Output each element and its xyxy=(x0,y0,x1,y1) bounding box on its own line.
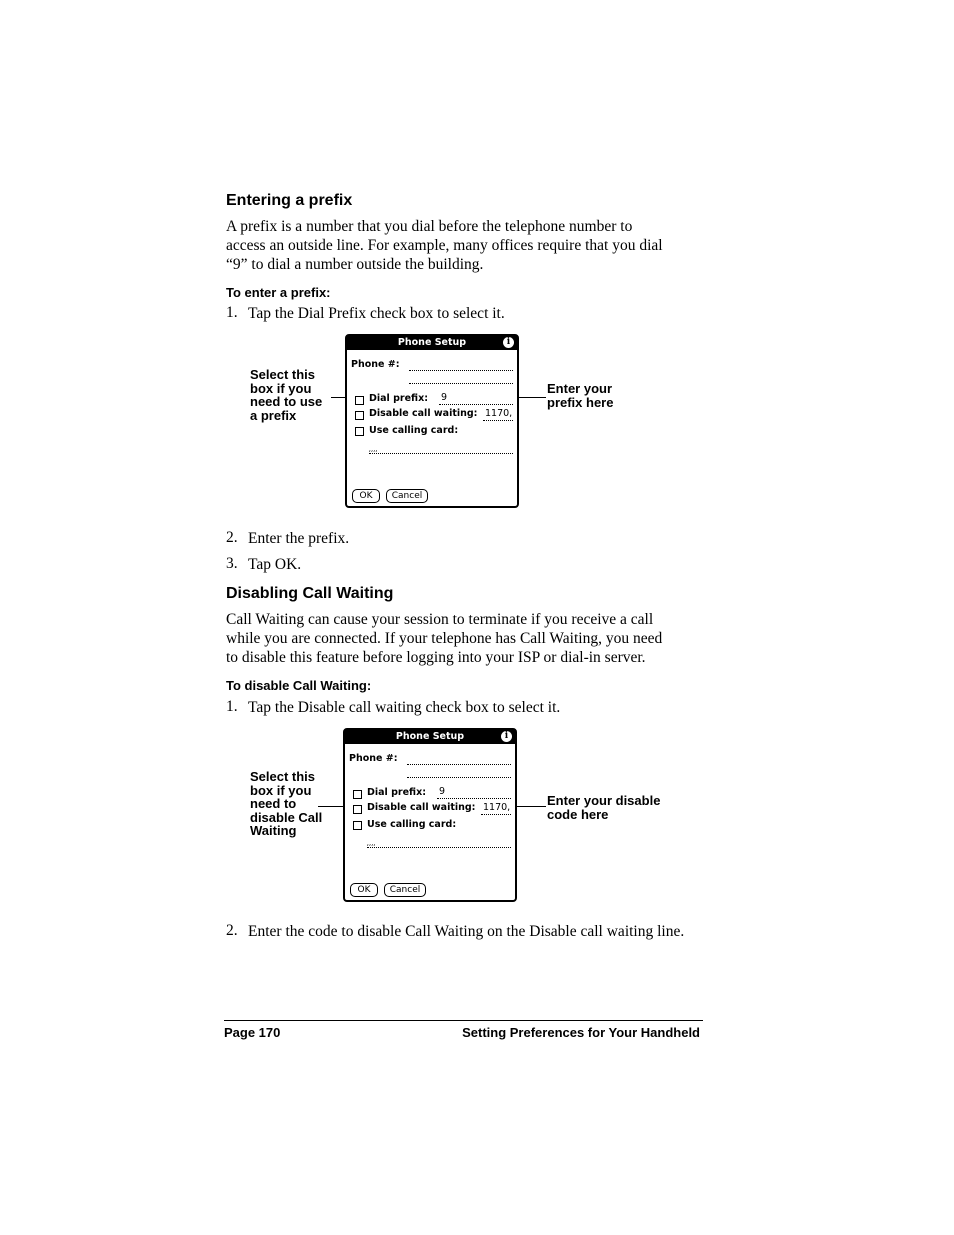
dial-prefix-label: Dial prefix: xyxy=(369,393,429,404)
paragraph-line: while you are connected. If your telephone has Call Waiting, you need xyxy=(226,630,663,647)
footer-rule xyxy=(224,1020,703,1021)
callout-enter-prefix xyxy=(547,382,613,409)
calling-card-input[interactable] xyxy=(367,847,511,848)
callout-leader-right xyxy=(513,806,546,807)
paragraph-line: “9” to dial a number outside the building. xyxy=(226,256,484,273)
disable-call-waiting-value: 1170, xyxy=(483,802,511,813)
step-2 xyxy=(226,529,706,549)
callout-line: need to xyxy=(250,796,297,811)
calling-card-value: ,,,, xyxy=(367,839,376,847)
step-number: 3. xyxy=(226,555,238,572)
use-calling-card-label: Use calling card: xyxy=(367,819,457,830)
dial-prefix-value: 9 xyxy=(441,392,448,403)
phone-input-line2[interactable] xyxy=(407,777,511,778)
step-1 xyxy=(226,698,706,718)
ok-button[interactable]: OK xyxy=(350,883,378,897)
step-text: Tap the Disable call waiting check box to select it. xyxy=(248,699,561,716)
callout-line: Waiting xyxy=(250,823,297,838)
step-3 xyxy=(226,555,706,575)
phone-setup-dialog xyxy=(343,728,517,902)
step-text: Tap the Dial Prefix check box to select it. xyxy=(248,305,505,322)
callout-line: a prefix xyxy=(250,407,297,423)
subheading-to-enter-prefix: To enter a prefix: xyxy=(226,285,331,300)
section-heading-disabling-call-waiting: Disabling Call Waiting xyxy=(226,585,394,602)
use-calling-card-checkbox[interactable] xyxy=(355,427,364,436)
paragraph-line: to disable this feature before logging into your ISP or dial-in server. xyxy=(226,649,646,666)
callout-line: Enter your xyxy=(547,381,613,396)
callout-line: Enter your disable xyxy=(547,793,661,808)
phone-input[interactable] xyxy=(407,764,511,765)
section-heading-entering-prefix: Entering a prefix xyxy=(226,192,353,209)
step-text: Tap OK. xyxy=(248,556,302,573)
disable-call-waiting-checkbox[interactable] xyxy=(355,411,364,420)
info-icon[interactable]: i xyxy=(503,337,514,348)
step-text: Enter the code to disable Call Waiting on the Disable call waiting line. xyxy=(248,923,685,940)
dialog-title xyxy=(347,336,517,350)
dial-prefix-label: Dial prefix: xyxy=(367,787,427,798)
cancel-button[interactable]: Cancel xyxy=(384,883,426,897)
callout-line: box if you xyxy=(250,380,312,396)
dialog-title xyxy=(345,730,515,744)
callout-enter-disable-code xyxy=(547,794,660,821)
calling-card-input[interactable] xyxy=(369,453,513,454)
disable-call-waiting-label: Disable call waiting: xyxy=(369,408,478,419)
callout-select-call-waiting xyxy=(250,770,322,838)
phone-input-line2[interactable] xyxy=(409,383,513,384)
footer-page-number: Page 170 xyxy=(224,1025,281,1040)
step-text: Enter the prefix. xyxy=(248,530,350,547)
phone-label: Phone #: xyxy=(349,753,398,764)
use-calling-card-label: Use calling card: xyxy=(369,425,459,436)
step-number: 1. xyxy=(226,304,238,321)
disable-call-waiting-checkbox[interactable] xyxy=(353,805,362,814)
dial-prefix-checkbox[interactable] xyxy=(353,790,362,799)
callout-line: disable Call xyxy=(250,809,323,825)
paragraph-call-waiting xyxy=(226,610,716,667)
step-2 xyxy=(226,922,706,962)
dialog-title-text: Phone Setup xyxy=(395,731,465,742)
dial-prefix-input[interactable] xyxy=(439,404,513,405)
dial-prefix-value: 9 xyxy=(439,786,446,797)
step-1 xyxy=(226,304,706,324)
dialog-title-text: Phone Setup xyxy=(397,337,467,348)
paragraph-prefix xyxy=(226,217,716,274)
step-number: 1. xyxy=(226,698,238,715)
use-calling-card-checkbox[interactable] xyxy=(353,821,362,830)
phone-setup-dialog xyxy=(345,334,519,508)
footer-chapter-title: Setting Preferences for Your Handheld xyxy=(462,1025,700,1040)
paragraph-line: A prefix is a number that you dial before the telephone number to xyxy=(226,218,633,235)
disable-call-waiting-input[interactable] xyxy=(481,814,511,815)
dial-prefix-input[interactable] xyxy=(437,798,511,799)
disable-call-waiting-value: 1170, xyxy=(485,408,513,419)
subheading-to-disable-call-waiting: To disable Call Waiting: xyxy=(226,678,372,693)
callout-select-prefix xyxy=(250,368,322,422)
callout-line: prefix here xyxy=(547,394,614,410)
ok-button[interactable]: OK xyxy=(352,489,380,503)
callout-line: Select this xyxy=(250,367,316,382)
callout-line: need to use xyxy=(250,394,323,409)
callout-line: Select this xyxy=(250,769,316,784)
step-number: 2. xyxy=(226,529,238,546)
paragraph-line: Call Waiting can cause your session to terminate if you receive a call xyxy=(226,611,654,628)
info-icon[interactable]: i xyxy=(501,731,512,742)
dial-prefix-checkbox[interactable] xyxy=(355,396,364,405)
disable-call-waiting-label: Disable call waiting: xyxy=(367,802,476,813)
paragraph-line: access an outside line. For example, many offices require that you dial xyxy=(226,237,663,254)
step-number: 2. xyxy=(226,922,238,939)
disable-call-waiting-input[interactable] xyxy=(483,420,513,421)
callout-line: code here xyxy=(547,806,609,822)
phone-input[interactable] xyxy=(409,370,513,371)
calling-card-value: ,,,, xyxy=(369,445,378,453)
phone-label: Phone #: xyxy=(351,359,400,370)
cancel-button[interactable]: Cancel xyxy=(386,489,428,503)
callout-line: box if you xyxy=(250,782,312,798)
